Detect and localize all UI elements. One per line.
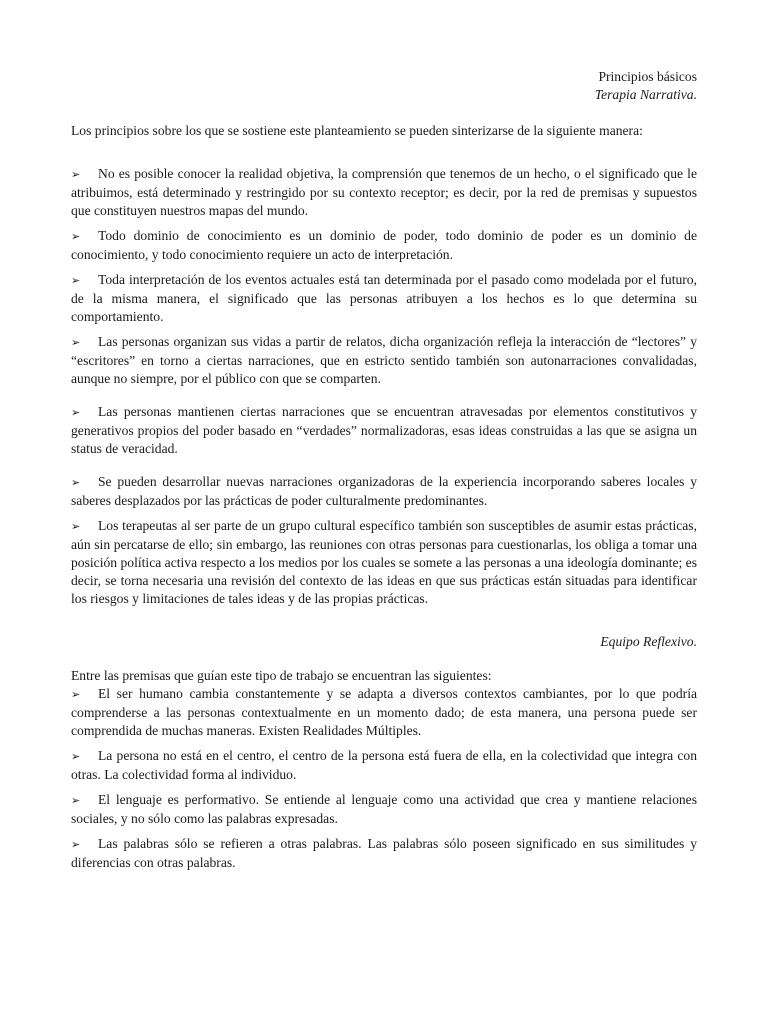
list-item-text: Todo dominio de conocimiento es un dominio de poder, todo dominio de poder es un dominio de conocimiento, y todo conocimiento requiere un acto de interpretación. — [71, 228, 697, 262]
list-item-text: Las personas organizan sus vidas a partir de relatos, dicha organización refleja la interacción de “lectores” y “escritores” en torno a ciertas narraciones, que en estricto sentido también son autonarraciones convalidadas, aunque no siempre, por el público con que se comparten. — [71, 334, 697, 386]
principles-list — [71, 165, 697, 608]
arrowhead-bullet-icon: ➢ — [71, 520, 81, 533]
section2-intro: Entre las premisas que guían este tipo de trabajo se encuentran las siguientes: — [71, 668, 492, 683]
list-item — [71, 271, 697, 326]
arrowhead-bullet-icon: ➢ — [71, 838, 81, 851]
list-item — [71, 403, 697, 458]
section2-title: Equipo Reflexivo. — [600, 634, 697, 649]
list-item-text: Las palabras sólo se refieren a otras palabras. Las palabras sólo poseen significado en sus similitudes y diferencias con otras palabras. — [71, 836, 697, 870]
list-item-text: Los terapeutas al ser parte de un grupo cultural específico también son susceptibles de asumir estas prácticas, aún sin percatarse de ello; sin embargo, las reuniones con otras personas para cuestionarlas, los obliga a tomar una posición política activa respecto a los medios por los cuales se somete a las personas a una ideología dominante; es decir, se torna necesaria una revisión del contexto de las ideas en que sus prácticas están situadas para identificar los riesgos y limitaciones de tales ideas y de las propias prácticas. — [71, 518, 697, 606]
list-item-text: Toda interpretación de los eventos actuales está tan determinada por el pasado como modelada por el futuro, de la misma manera, el significado que las personas atribuyen a los hechos es lo que determina su comportamiento. — [71, 272, 697, 324]
premises-list — [71, 685, 697, 872]
document-subtitle: Terapia Narrativa. — [594, 87, 697, 102]
list-item-text: Se pueden desarrollar nuevas narraciones organizadoras de la experiencia incorporando saberes locales y saberes desplazados por las prácticas de poder culturalmente predominantes. — [71, 474, 697, 508]
list-item — [71, 685, 697, 740]
list-item — [71, 791, 697, 828]
list-item-text: La persona no está en el centro, el centro de la persona está fuera de ella, en la colectividad que integra con otras. La colectividad forma al individuo. — [71, 748, 697, 782]
arrowhead-bullet-icon: ➢ — [71, 688, 81, 701]
arrowhead-bullet-icon: ➢ — [71, 230, 81, 243]
section1-intro: Los principios sobre los que se sostiene este planteamiento se pueden sinterizarse de la siguiente manera: — [71, 123, 643, 138]
list-item-text: Las personas mantienen ciertas narraciones que se encuentran atravesadas por elementos constitutivos y generativos propios del poder basado en “verdades” normalizadoras, esas ideas construidas a las que se asigna un status de veracidad. — [71, 404, 697, 456]
list-item — [71, 165, 697, 220]
document-title: Principios básicos — [598, 69, 697, 84]
document-header — [71, 68, 697, 104]
list-item — [71, 835, 697, 872]
arrowhead-bullet-icon: ➢ — [71, 476, 81, 489]
arrowhead-bullet-icon: ➢ — [71, 794, 81, 807]
list-item — [71, 227, 697, 264]
document-page — [71, 68, 697, 872]
list-item — [71, 333, 697, 388]
list-item — [71, 517, 697, 608]
list-item-text: El ser humano cambia constantemente y se adapta a diversos contextos cambiantes, por lo que podría comprenderse a las personas contextualmente en un momento dado; de esta manera, una persona puede ser comprendida de muchas maneras. Existen Realidades Múltiples. — [71, 686, 697, 738]
list-item — [71, 747, 697, 784]
arrowhead-bullet-icon: ➢ — [71, 750, 81, 763]
list-item — [71, 473, 697, 510]
arrowhead-bullet-icon: ➢ — [71, 406, 81, 419]
list-item-text: No es posible conocer la realidad objetiva, la comprensión que tenemos de un hecho, o el significado que le atribuimos, está determinado y restringido por su contexto receptor; es decir, por la red de premisas y supuestos que constituyen nuestros mapas del mundo. — [71, 166, 697, 218]
arrowhead-bullet-icon: ➢ — [71, 168, 81, 181]
list-item-text: El lenguaje es performativo. Se entiende al lenguaje como una actividad que crea y mantiene relaciones sociales, y no sólo como las palabras expresadas. — [71, 792, 697, 826]
arrowhead-bullet-icon: ➢ — [71, 274, 81, 287]
arrowhead-bullet-icon: ➢ — [71, 336, 81, 349]
